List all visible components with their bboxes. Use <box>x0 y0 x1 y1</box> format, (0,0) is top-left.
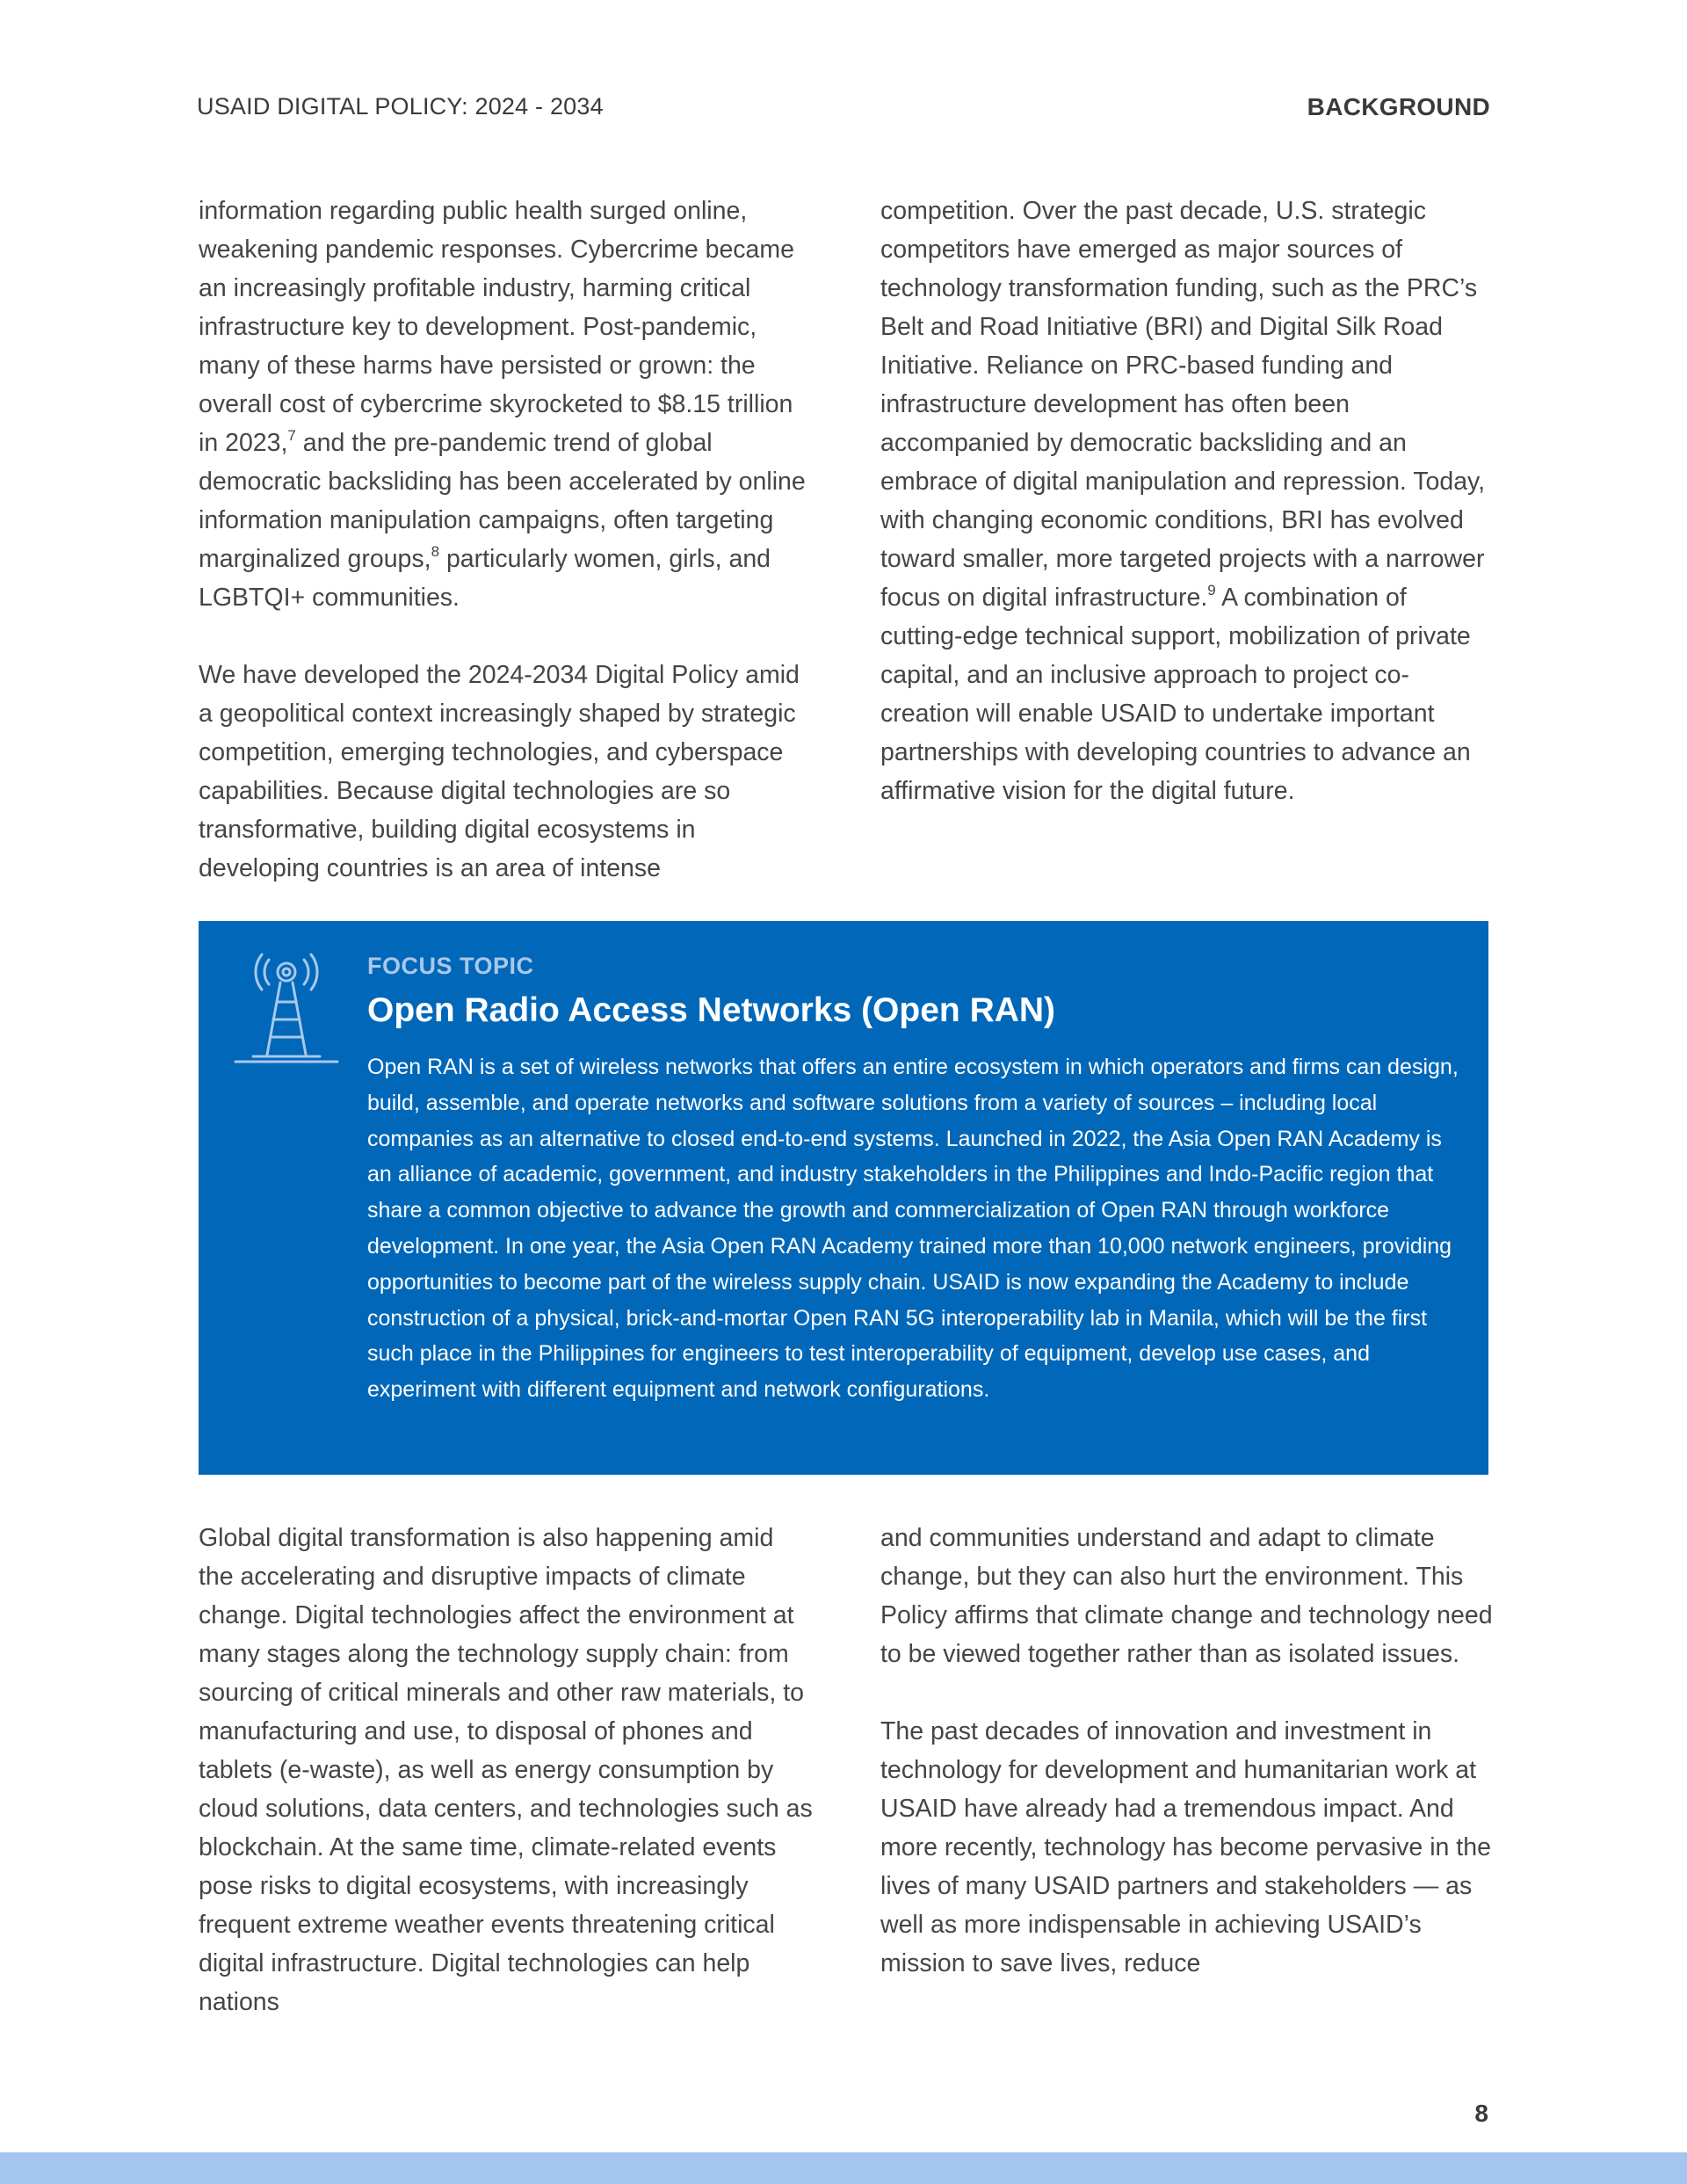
section-title: BACKGROUND <box>1307 93 1490 120</box>
paragraph: and communities understand and adapt to climate change, but they can also hurt the environment. This Policy affirms that climate change and technology need to be viewed together rather than as isolated issues. <box>880 1524 1493 1668</box>
document-title: USAID DIGITAL POLICY: 2024 - 2034 <box>197 93 604 120</box>
footnote-ref[interactable]: 7 <box>287 427 296 444</box>
focus-kicker: FOCUS TOPIC <box>367 953 534 979</box>
footnote-ref[interactable]: 8 <box>431 543 440 560</box>
paragraph: Global digital transformation is also happening amid the accelerating and disruptive impacts of climate change. Digital technologies affect the environment at many stages along the technology supply chain: from sourcing of critical minerals and other raw materials, to manufacturing and use, to disposal of phones and tablets (e-waste), as well as energy consumption by cloud solutions, data centers, and technologies such as blockchain. At the same time, climate-related events pose risks to digital ecosystems, with increasingly frequent extreme weather events threatening critical digital infrastructure. Digital technologies can help nations <box>199 1524 813 2016</box>
focus-title: Open Radio Access Networks (Open RAN) <box>367 991 1056 1029</box>
paragraph-text: and the pre-pandemic trend of global democratic backsliding has been accelerated by online information manipulation campaigns, often targeting marginalized groups, <box>199 429 806 573</box>
footer-bar <box>0 2152 1687 2184</box>
column-bottom-right <box>880 1519 1495 1983</box>
paragraph <box>880 192 1495 810</box>
footnote-ref[interactable]: 9 <box>1207 582 1216 599</box>
paragraph: The past decades of innovation and investment in technology for development and humanitarian work at USAID have already had a tremendous impact. And more recently, technology has become pervasive in the lives of many USAID partners and stakeholders — as well as more indispensable in achieving USAID’s mission to save lives, reduce <box>880 1717 1491 1977</box>
column-top-left <box>199 192 814 888</box>
focus-body: Open RAN is a set of wireless networks that offers an entire ecosystem in which operators and firms can design, build, assemble, and operate networks and software solutions from a variety of sources – including local companies as an alternative to closed end-to-end systems. Launched in 2022, the Asia Open RAN Academy is an alliance of academic, government, and industry stakeholders in the Philippines and Indo-Pacific region that share a common objective to advance the growth and commercialization of Open RAN through workforce development. In one year, the Asia Open RAN Academy trained more than 10,000 network engineers, providing opportunities to become part of the wireless supply chain. USAID is now expanding the Academy to include construction of a physical, brick-and-mortar Open RAN 5G interoperability lab in Manila, which will be the first such place in the Philippines for engineers to test interoperability of equipment, develop use cases, and experiment with different equipment and network configurations. <box>367 1055 1459 1403</box>
radio-tower-icon <box>232 953 341 1070</box>
column-bottom-left <box>199 1519 814 2021</box>
paragraph-text: information regarding public health surged online, weakening pandemic responses. Cybercrime became an increasingly profitable industry, harming critical infrastructure key to development. Post-pandemic, many of these harms have persisted or grown: the overall cost of cybercrime skyrocketed to $8.15 trillion in 2023, <box>199 197 795 457</box>
paragraph: We have developed the 2024-2034 Digital Policy amid a geopolitical context increasingly shaped by strategic competition, emerging technologies, and cyberspace capabilities. Because digital technologies are so transformative, building digital ecosystems in developing countries is an area of intense <box>199 661 800 882</box>
paragraph-text: particularly women, girls, and LGBTQI+ communities. <box>199 545 771 612</box>
paragraph-text: competition. Over the past decade, U.S. strategic competitors have emerged as major sources of technology transformation funding, such as the PRC’s Belt and Road Initiative (BRI) and Digital Silk Road Initiative. Reliance on PRC-based funding and infrastructure development has often been accompanied by democratic backsliding and an embrace of digital manipulation and repression. Today, with changing economic conditions, BRI has evolved toward smaller, more targeted projects with a narrower focus on digital infrastructure. <box>880 197 1486 612</box>
page-number: 8 <box>1474 2100 1488 2127</box>
paragraph <box>199 192 814 617</box>
paragraph-text: A combination of cutting-edge technical support, mobilization of private capital, and an inclusive approach to project co-creation will enable USAID to undertake important partnerships with developing countries to advance an affirmative vision for the digital future. <box>880 584 1471 805</box>
column-top-right <box>880 192 1495 810</box>
focus-topic-box <box>199 921 1488 1475</box>
